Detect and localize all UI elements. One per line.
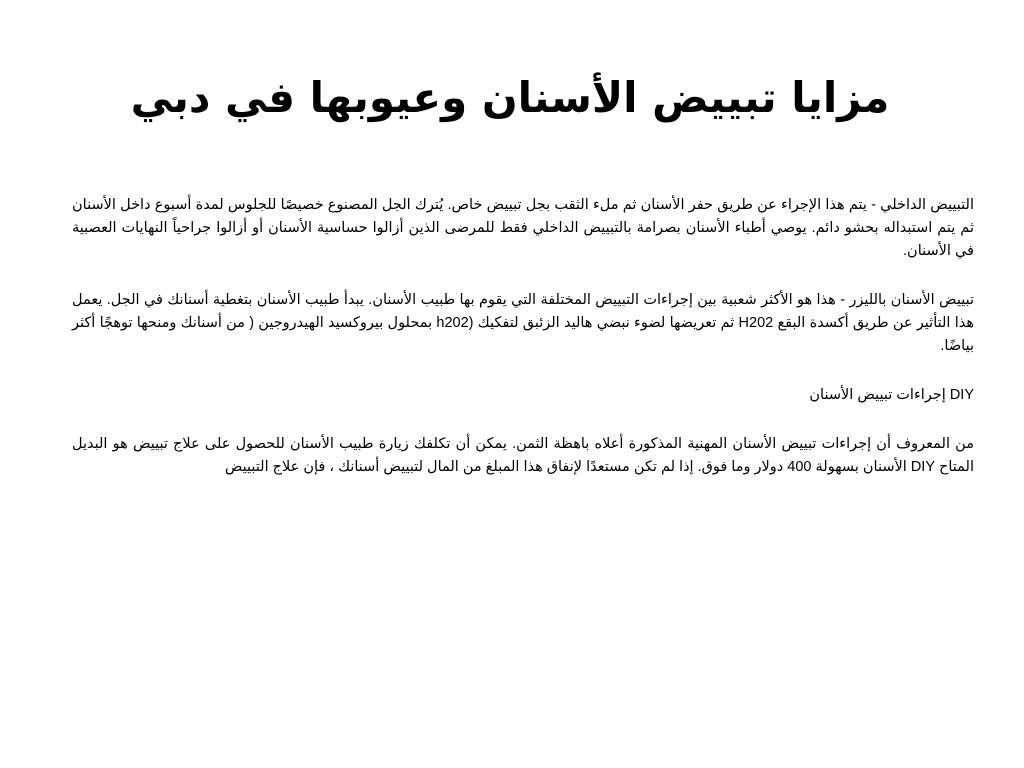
paragraph-internal-whitening: التبييض الداخلي - يتم هذا الإجراء عن طريق حفر الأسنان ثم ملء الثقب بجل تبييض خاص. يُترك الجل المصنوع خصيصًا للجلوس لمدة أسبوع داخل الأسنان ثم يتم استبداله بحشو دائم. يوصي أطباء الأسنان بصرامة بالتبييض الداخلي فقط للمرضى الذين أزالوا حساسية الأسنان أو أزالوا جراحياً النهايات العصبية في الأسنان.	[72, 197, 974, 259]
paragraph-diy-cost: من المعروف أن إجراءات تبييض الأسنان المهنية المذكورة أعلاه باهظة الثمن. يمكن أن تكلفك زيارة طبيب الأسنان للحصول على علاج تبييض هو البديل المتاح DIY الأسنان بسهولة 400 دولار وما فوق. إذا لم تكن مستعدًا لإنفاق هذا المبلغ من المال لتبييض أسنانك ، فإن علاج التبييض	[72, 436, 974, 475]
paragraph-laser-whitening: تبييض الأسنان بالليزر - هذا هو الأكثر شعبية بين إجراءات التبييض المختلفة التي يقوم بها طبيب الأسنان. يبدأ طبيب الأسنان بتغطية أسنانك في الجل. يعمل هذا التأثير عن طريق أكسدة البقع H202 ثم تعريضها لضوء نبضي هاليد الزئبق لتفكيك (h202 بمحلول بيروكسيد الهيدروجين ( من أسنانك ومنحها توهجًا أكثر بياضًا.	[72, 292, 975, 354]
paragraph-diy-heading: DIY إجراءات تبييض الأسنان	[809, 387, 974, 403]
slide-body	[72, 194, 974, 505]
slide-title: مزايا تبييض الأسنان وعيوبها في دبي	[130, 73, 890, 122]
